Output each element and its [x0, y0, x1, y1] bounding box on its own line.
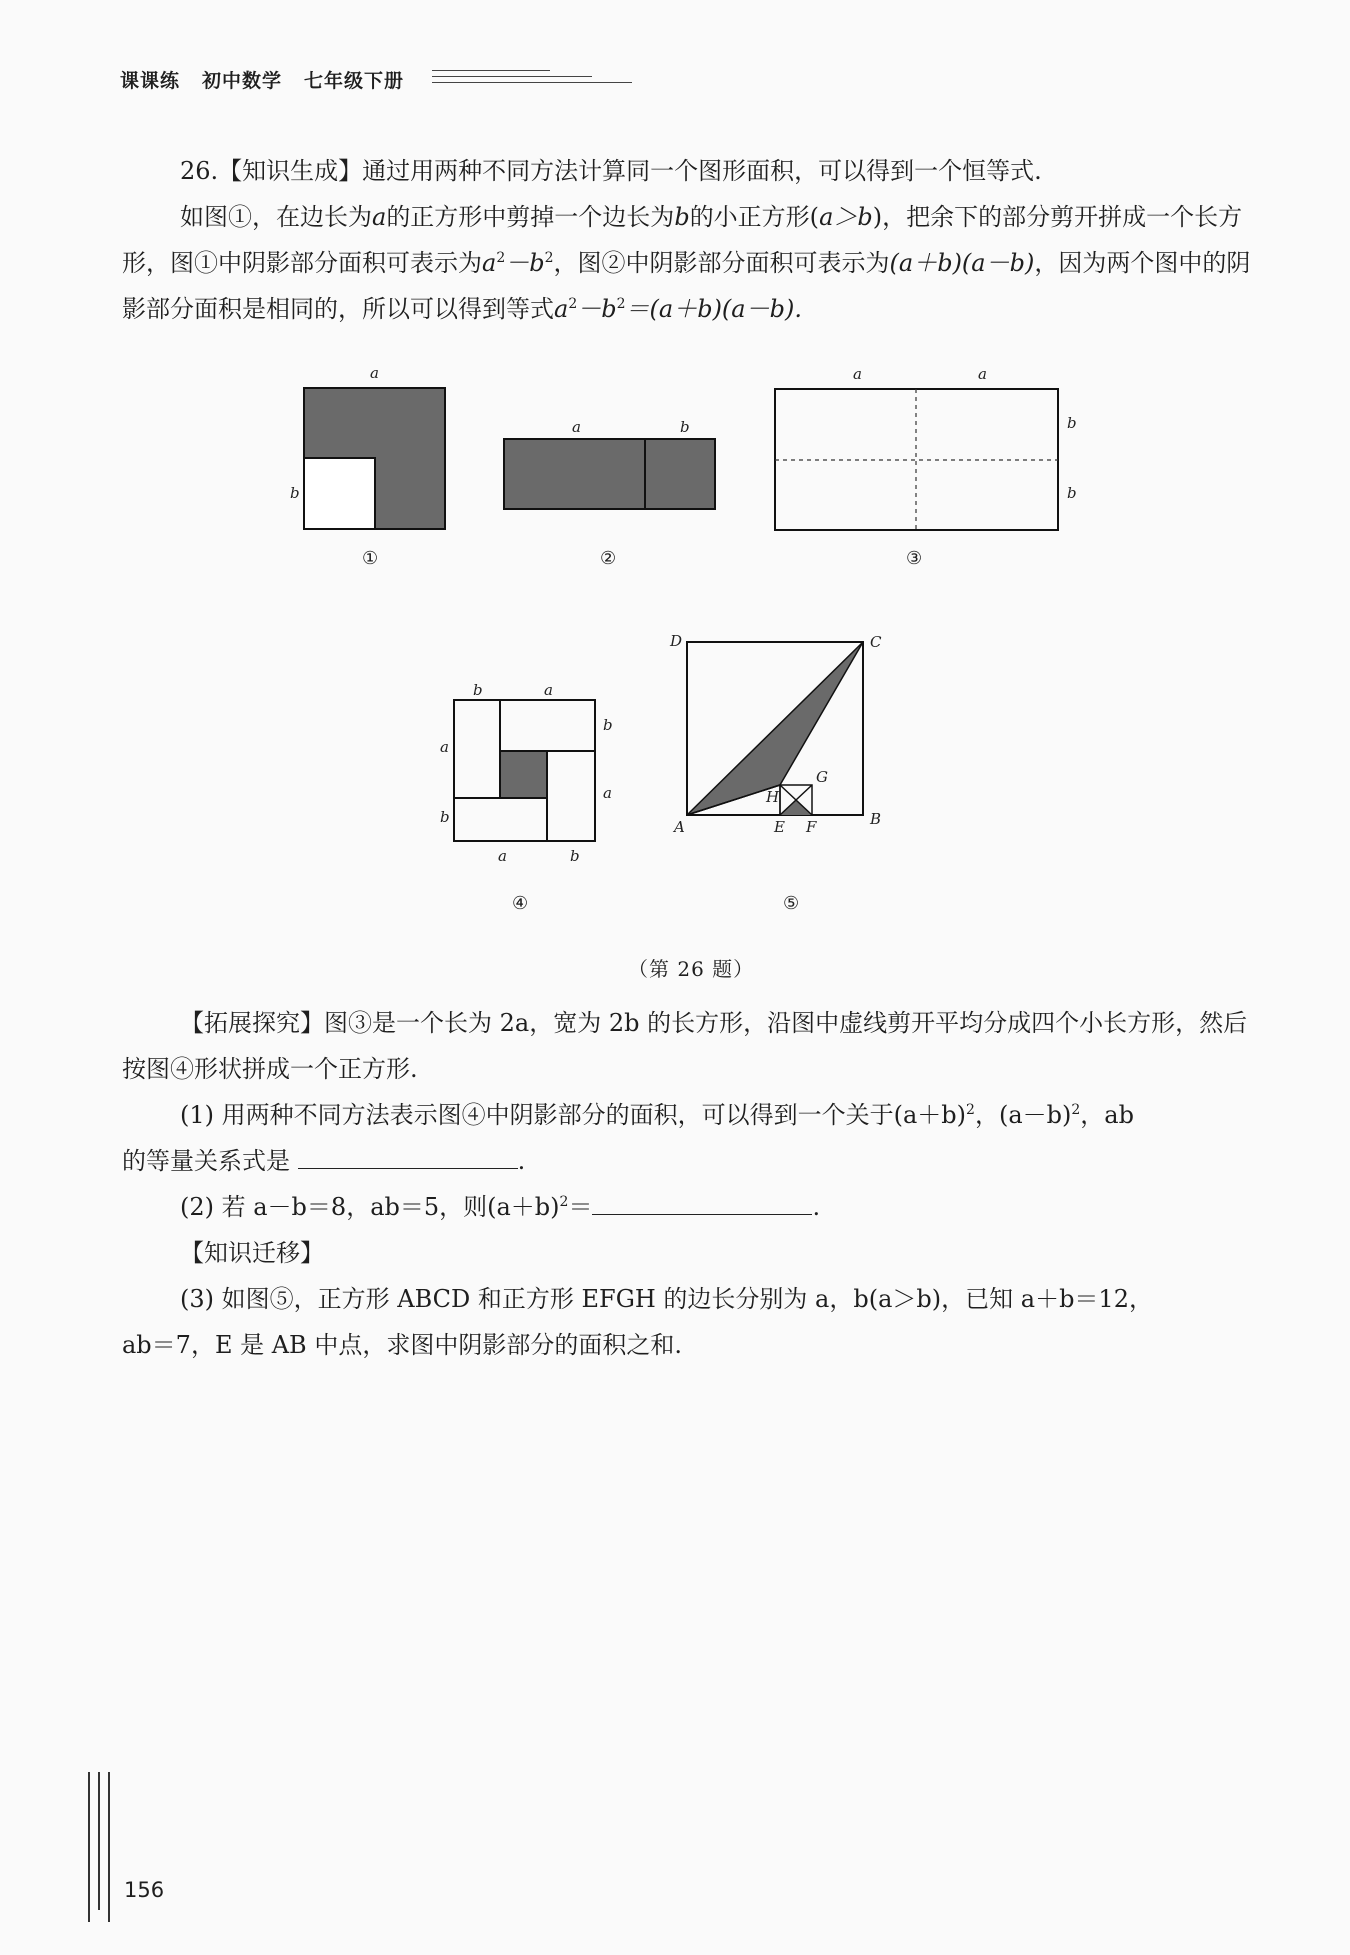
fig5-point-e: E [774, 818, 785, 836]
text-span: 的正方形中剪掉一个边长为 [386, 203, 675, 231]
problem-statement [122, 148, 1252, 194]
fig4-label-b-top: b [473, 681, 483, 699]
fig1-cut-square [304, 458, 375, 529]
figure-caption: （第 26 题） [628, 957, 755, 981]
figure-3-label: ③ [906, 548, 923, 569]
fig3-label-a1: a [853, 365, 862, 383]
figure-4-label: ④ [512, 893, 529, 914]
fig2-rectangle [504, 439, 715, 509]
header-rule [432, 70, 632, 88]
figure-1 [290, 360, 460, 535]
fig4-label-a-top: a [544, 681, 553, 699]
q3-text: ab＝7，E 是 AB 中点，求图中阴影部分的面积之和. [122, 1331, 682, 1359]
figure-1-label: ① [362, 548, 379, 569]
exp-2: 2 [616, 296, 626, 312]
problem-number: 26. [180, 157, 219, 185]
eq-a2: a [554, 295, 569, 323]
fig4-center-square [500, 751, 547, 798]
page-number: 156 [124, 1878, 165, 1902]
q2-text: (2) 若 a－b＝8，ab＝5，则(a＋b) [180, 1193, 560, 1221]
tag-knowledge-transfer: 【知识迁移】 [180, 1239, 324, 1267]
expr-b2: b [529, 249, 545, 277]
q1-text: ，ab [1080, 1101, 1134, 1129]
fig5-point-a: A [674, 818, 685, 836]
exp-2: 2 [496, 250, 506, 266]
book-series: 课课练 [120, 70, 181, 92]
book-subject: 初中数学 [202, 70, 283, 92]
exp-2: 2 [544, 250, 554, 266]
exp-2: 2 [559, 1194, 569, 1210]
intro-paragraph: 如图①，在边长为a的正方形中剪掉一个边长为b的小正方形(a＞b)，把余下的部分剪开拼成一个长方形，图①中阴影部分面积可表示为$a^2-b^2$，图②中阴影部分面积可表示为(a＋b)(a－b)，因为两个图中的阴影部分面积是相同的，所以可以得到等式$a^2-b^2=(a+b)(a-b)$. [122, 203, 1251, 323]
problem-parts [122, 1000, 1252, 1368]
fig5-point-b: B [870, 810, 882, 828]
fig4-label-b-left: b [440, 808, 450, 826]
text-span: 如图①，在边长为 [180, 203, 372, 231]
fig5-point-g: G [816, 768, 828, 786]
q3-text: (3) 如图⑤，正方形 ABCD 和正方形 EFGH 的边长分别为 a，b(a＞b)，已知 a＋b＝12， [180, 1285, 1153, 1313]
var-b: b [674, 203, 690, 231]
fig3-label-b1: b [1067, 414, 1077, 432]
expr-product: (a＋b)(a－b) [889, 249, 1035, 277]
q1-text: (1) 用两种不同方法表示图④中阴影部分的面积，可以得到一个关于(a＋b) [180, 1101, 967, 1129]
q1-text: ，(a－b) [974, 1101, 1072, 1129]
fig3-label-b2: b [1067, 484, 1077, 502]
eq-right: ＝(a＋b)(a－b). [625, 295, 802, 323]
expr-a2: a [482, 249, 497, 277]
extend-paragraph [122, 1000, 1252, 1092]
figure-2 [500, 415, 720, 515]
fig2-label-b: b [680, 418, 690, 436]
text-span: ，因为两个图中的阴影部分面积是相同的，所以可以得到等式 [122, 249, 1251, 323]
figure-3 [765, 362, 1085, 537]
eq-b2: b [601, 295, 617, 323]
fig5-point-d: D [670, 632, 683, 650]
fig4-label-a-left: a [440, 738, 449, 756]
fig4-label-a-right: a [603, 784, 612, 802]
question-2: (2) 若 a－b＝8，ab＝5，则$(a+b)^2=$ . [122, 1184, 1252, 1230]
fig1-label-a: a [370, 364, 379, 382]
fig3-label-a2: a [978, 365, 987, 383]
fig4-label-b-bottom: b [570, 847, 580, 865]
fig5-point-h: H [766, 788, 780, 806]
fig1-label-b: b [290, 484, 300, 502]
figure-5-label: ⑤ [783, 893, 800, 914]
text-span: 的小正方形( [689, 203, 820, 231]
margin-line [88, 1772, 90, 1922]
tag-extension: 【拓展探究】 [180, 1009, 324, 1037]
fig5-shaded-small-triangle [780, 800, 812, 815]
q1-text: 的等量关系式是 [122, 1147, 290, 1175]
margin-line [108, 1772, 110, 1922]
figure-2-label: ② [600, 548, 617, 569]
question-3 [122, 1276, 1252, 1368]
tag-knowledge-generation: 【知识生成】 [218, 157, 363, 185]
text-span: )，把余下的部分剪开拼成一个长方形，图①中阴影部分面积可表示为 [122, 203, 1243, 277]
figure-5 [660, 628, 930, 888]
margin-line [98, 1772, 100, 1910]
q2-text: ＝ [568, 1193, 593, 1221]
q2-answer-blank[interactable] [592, 1184, 812, 1215]
exp-2: 2 [966, 1102, 975, 1118]
exp-2: 2 [568, 296, 578, 312]
exp-2: 2 [1071, 1102, 1081, 1118]
text-span: ，图②中阴影部分面积可表示为 [553, 249, 890, 277]
fig4-label-a-bottom: a [498, 847, 507, 865]
fig4-label-b-right: b [603, 716, 613, 734]
q1-answer-blank[interactable] [298, 1138, 518, 1169]
figure-4 [430, 672, 620, 872]
intro-text: 通过用两种不同方法计算同一个图形面积，可以得到一个恒等式. [362, 157, 1042, 185]
var-a: a [372, 203, 387, 231]
book-grade: 七年级下册 [304, 70, 405, 92]
inequality: a＞b [819, 203, 873, 231]
fig2-label-a: a [572, 418, 581, 436]
fig5-point-f: F [806, 818, 817, 836]
page-header [120, 66, 426, 93]
fig5-point-c: C [870, 633, 882, 651]
question-1: (1) 用两种不同方法表示图④中阴影部分的面积，可以得到一个关于$(a+b)^2$，$(a-b)^2$，ab 的等量关系式是 . [122, 1101, 1134, 1175]
problem-intro [122, 148, 1252, 332]
extend-text: 图③是一个长为 2a，宽为 2b 的长方形，沿图中虚线剪开平均分成四个小长方形，然后按图④形状拼成一个正方形. [122, 1009, 1248, 1083]
